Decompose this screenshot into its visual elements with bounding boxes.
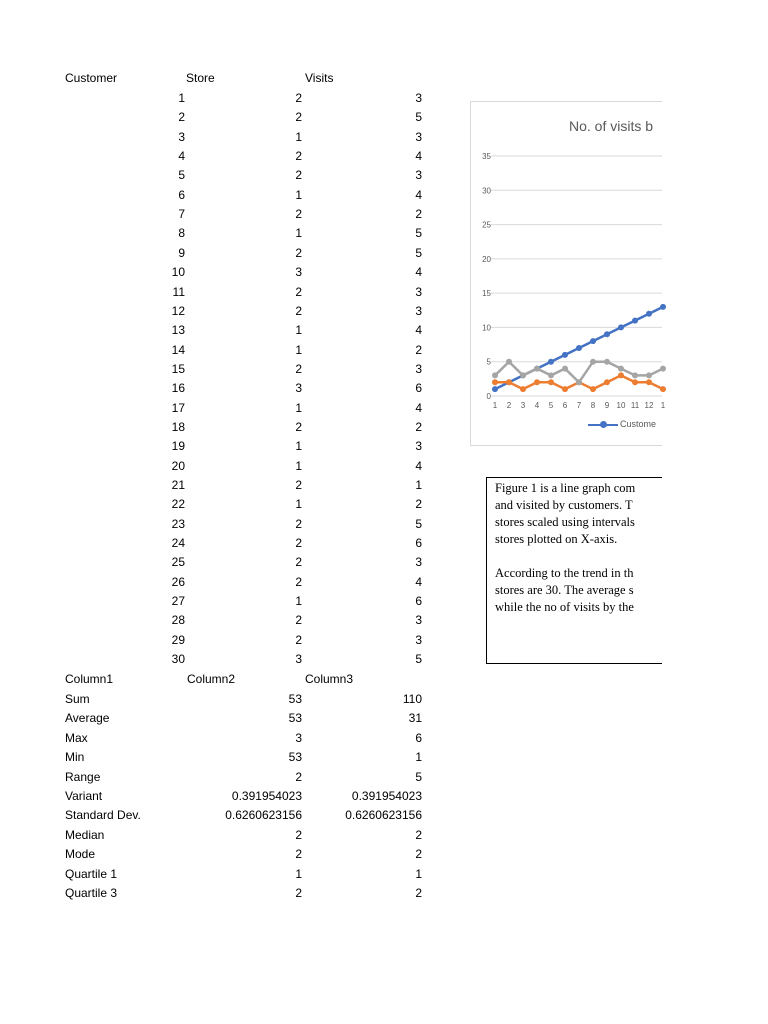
table-cell: 3: [415, 284, 422, 299]
chart-legend: [588, 419, 656, 429]
text-line: stores are 30. The average s: [495, 583, 634, 597]
table-cell: 2: [295, 419, 302, 434]
stats-column-header: Column1: [65, 672, 114, 686]
table-cell: 4: [178, 149, 185, 164]
table-cell: 1: [295, 497, 302, 512]
stats-label: Range: [65, 769, 101, 784]
table-cell: 2: [295, 284, 302, 299]
table-cell: 3: [415, 168, 422, 183]
series-2-point: [492, 379, 498, 385]
stats-value: 1: [415, 866, 422, 881]
column-header: Store: [186, 71, 215, 85]
table-cell: 29: [171, 632, 185, 647]
table-cell: 6: [178, 187, 185, 202]
table-cell: 3: [415, 632, 422, 647]
column-header: Visits: [305, 71, 334, 85]
table-cell: 1: [295, 400, 302, 415]
table-cell: 3: [295, 381, 302, 396]
series-1-point: [492, 386, 498, 392]
series-2-point: [548, 379, 554, 385]
stats-label: Variant: [65, 789, 103, 803]
table-cell: 1: [295, 458, 302, 473]
series-3-point: [548, 372, 554, 378]
series-1-point: [604, 331, 610, 337]
table-cell: 8: [178, 226, 185, 241]
series-3-point: [660, 366, 666, 372]
stats-value: 110: [402, 692, 422, 706]
table-cell: 2: [415, 207, 422, 222]
stats-value: 0.6260623156: [225, 808, 302, 823]
table-cell: 6: [415, 381, 422, 396]
table-cell: 2: [295, 632, 302, 647]
table-cell: 1: [295, 323, 302, 338]
table-cell: 4: [415, 265, 422, 280]
series-2-point: [604, 379, 610, 385]
series-line-3: [495, 362, 663, 383]
stats-value: 2: [295, 847, 302, 862]
table-cell: 4: [415, 458, 422, 473]
table-cell: 1: [295, 594, 302, 609]
x-tick-label: 11: [630, 401, 640, 410]
table-cell: 2: [295, 613, 302, 628]
table-cell: 14: [171, 342, 185, 357]
stats-label: Median: [65, 827, 105, 842]
series-3-point: [604, 359, 610, 365]
table-cell: 2: [295, 168, 302, 183]
series-1-point: [562, 352, 568, 358]
stats-value: 0.391954023: [231, 789, 302, 803]
table-cell: 2: [295, 110, 302, 125]
stats-value: 2: [415, 886, 422, 900]
series-1-point: [632, 318, 638, 324]
series-1-point: [618, 324, 624, 330]
series-3-point: [534, 366, 540, 372]
stats-label: Average: [65, 711, 110, 726]
series-1-point: [660, 304, 666, 310]
table-cell: 4: [415, 323, 422, 338]
table-cell: 22: [171, 497, 185, 512]
stats-label: Quartile 3: [65, 886, 118, 900]
table-cell: 12: [171, 303, 185, 318]
text-line: and visited by customers. T: [495, 498, 633, 512]
table-cell: 4: [415, 400, 422, 415]
y-tick-label: 30: [482, 186, 491, 196]
table-cell: 28: [171, 613, 185, 628]
series-3-point: [506, 359, 512, 365]
text-line: stores scaled using intervals: [495, 515, 635, 529]
stats-label: Quartile 1: [65, 866, 118, 881]
stats-label: Min: [65, 750, 85, 765]
table-cell: 2: [295, 361, 302, 376]
table-cell: 30: [171, 652, 185, 667]
x-tick-label: 10: [616, 401, 626, 410]
x-tick-label: 8: [590, 401, 596, 410]
table-cell: 3: [415, 439, 422, 454]
stats-value: 53: [288, 750, 302, 765]
table-cell: 1: [295, 129, 302, 144]
table-cell: 7: [178, 207, 185, 222]
table-cell: 5: [415, 516, 422, 531]
stats-value: 0.391954023: [351, 789, 422, 803]
table-cell: 21: [171, 478, 185, 492]
series-3-point: [590, 359, 596, 365]
table-cell: 5: [415, 110, 422, 125]
stats-value: 6: [415, 730, 422, 745]
stats-value: 2: [295, 886, 302, 900]
text-line: while the no of visits by the: [495, 600, 634, 614]
y-tick-label: 10: [482, 323, 491, 333]
y-tick-label: 0: [486, 392, 491, 401]
x-tick-label: 1: [660, 401, 666, 410]
table-cell: 3: [295, 265, 302, 280]
series-2-point: [534, 379, 540, 385]
series-3-point: [520, 372, 526, 378]
table-cell: 2: [295, 149, 302, 164]
x-tick-label: 6: [562, 401, 568, 410]
table-cell: 2: [415, 342, 422, 357]
table-cell: 2: [295, 303, 302, 318]
table-cell: 3: [415, 303, 422, 318]
table-cell: 6: [415, 594, 422, 609]
table-cell: 18: [171, 419, 185, 434]
table-cell: 3: [415, 361, 422, 376]
table-cell: 5: [178, 168, 185, 183]
stats-value: 3: [295, 730, 302, 745]
table-cell: 13: [171, 323, 185, 338]
table-cell: 1: [295, 342, 302, 357]
text-line: Figure 1 is a line graph com: [495, 481, 636, 495]
table-cell: 5: [415, 652, 422, 667]
series-3-point: [632, 372, 638, 378]
table-cell: 24: [171, 536, 185, 551]
series-3-point: [562, 366, 568, 372]
x-tick-label: 4: [534, 401, 540, 410]
table-cell: 19: [171, 439, 185, 454]
series-2-point: [618, 372, 624, 378]
table-cell: 26: [171, 574, 185, 589]
stats-value: 53: [288, 711, 302, 726]
x-tick-label: 7: [576, 401, 582, 410]
table-cell: 15: [171, 361, 185, 376]
stats-value: 2: [295, 769, 302, 784]
series-3-point: [576, 379, 582, 385]
x-tick-label: 5: [548, 401, 554, 410]
table-cell: 4: [415, 187, 422, 202]
figure-description-textbox[interactable]: [486, 477, 662, 664]
table-cell: 16: [171, 381, 185, 396]
stats-column-header: Column2: [187, 672, 236, 686]
stats-value: 53: [288, 692, 302, 706]
series-3-point: [618, 366, 624, 372]
legend-line-marker-icon: [588, 424, 618, 426]
text-line: According to the trend in th: [495, 566, 634, 580]
table-cell: 6: [415, 536, 422, 551]
table-cell: 4: [415, 574, 422, 589]
y-tick-label: 35: [482, 152, 491, 161]
table-cell: 5: [415, 245, 422, 260]
series-1-point: [576, 345, 582, 351]
table-cell: 2: [295, 516, 302, 531]
table-cell: 4: [415, 149, 422, 164]
chart-plot: [471, 102, 666, 445]
series-3-point: [492, 372, 498, 378]
line-chart[interactable]: [470, 101, 666, 446]
series-2-point: [646, 379, 652, 385]
chart-title: No. of visits b: [569, 118, 654, 134]
series-2-point: [506, 379, 512, 385]
table-cell: 2: [295, 91, 302, 105]
x-tick-label: 9: [604, 401, 610, 410]
table-cell: 2: [295, 245, 302, 260]
table-cell: 5: [415, 226, 422, 241]
table-cell: 3: [415, 91, 422, 105]
x-tick-label: 3: [520, 401, 526, 410]
series-1-point: [646, 311, 652, 317]
column-header: Customer: [65, 71, 118, 85]
stats-value: 2: [415, 847, 422, 862]
table-cell: 23: [171, 516, 185, 531]
x-tick-label: 1: [492, 401, 498, 410]
stats-value: 2: [415, 827, 422, 842]
y-tick-label: 5: [486, 357, 491, 367]
legend-label: Custome: [620, 419, 657, 429]
table-cell: 9: [178, 245, 185, 260]
stats-label: Mode: [65, 847, 96, 862]
stats-column-header: Column3: [305, 672, 354, 686]
y-tick-label: 20: [482, 254, 491, 264]
table-cell: 2: [415, 497, 422, 512]
table-cell: 2: [295, 555, 302, 570]
stats-label: Standard Dev.: [65, 808, 141, 823]
stats-label: Sum: [65, 692, 90, 706]
table-cell: 17: [171, 400, 185, 415]
y-tick-label: 25: [482, 220, 491, 230]
series-1-point: [590, 338, 596, 344]
x-tick-label: 2: [506, 401, 512, 410]
table-cell: 27: [171, 594, 185, 609]
table-cell: 2: [295, 574, 302, 589]
table-cell: 1: [178, 91, 185, 105]
table-cell: 1: [295, 439, 302, 454]
table-cell: 20: [171, 458, 185, 473]
table-cell: 1: [295, 187, 302, 202]
stats-label: Max: [65, 730, 88, 745]
series-2-point: [660, 386, 666, 392]
text-line: stores plotted on X-axis.: [495, 532, 618, 546]
table-cell: 3: [415, 129, 422, 144]
stats-value: 1: [415, 750, 422, 765]
stats-value: 2: [295, 827, 302, 842]
table-cell: 1: [295, 226, 302, 241]
table-cell: 3: [415, 555, 422, 570]
series-2-point: [632, 379, 638, 385]
table-cell: 1: [415, 478, 422, 492]
series-1-point: [548, 359, 554, 365]
stats-value: 0.6260623156: [345, 808, 422, 823]
description-paragraph-2: [495, 565, 662, 616]
x-tick-label: 12: [644, 401, 654, 410]
table-cell: 2: [295, 536, 302, 551]
description-paragraph-1: [495, 480, 662, 548]
table-cell: 10: [171, 265, 185, 280]
table-cell: 25: [171, 555, 185, 570]
table-cell: 2: [295, 478, 302, 492]
y-tick-label: 15: [482, 289, 491, 299]
table-cell: 11: [172, 284, 185, 299]
table-cell: 3: [415, 613, 422, 628]
series-3-point: [646, 372, 652, 378]
series-2-point: [590, 386, 596, 392]
table-cell: 2: [295, 207, 302, 222]
series-2-point: [562, 386, 568, 392]
stats-value: 5: [415, 769, 422, 784]
table-cell: 3: [178, 129, 185, 144]
stats-value: 1: [295, 866, 302, 881]
table-cell: 2: [178, 110, 185, 125]
stats-value: 31: [408, 711, 422, 726]
table-cell: 3: [295, 652, 302, 667]
series-2-point: [520, 386, 526, 392]
table-cell: 2: [415, 419, 422, 434]
